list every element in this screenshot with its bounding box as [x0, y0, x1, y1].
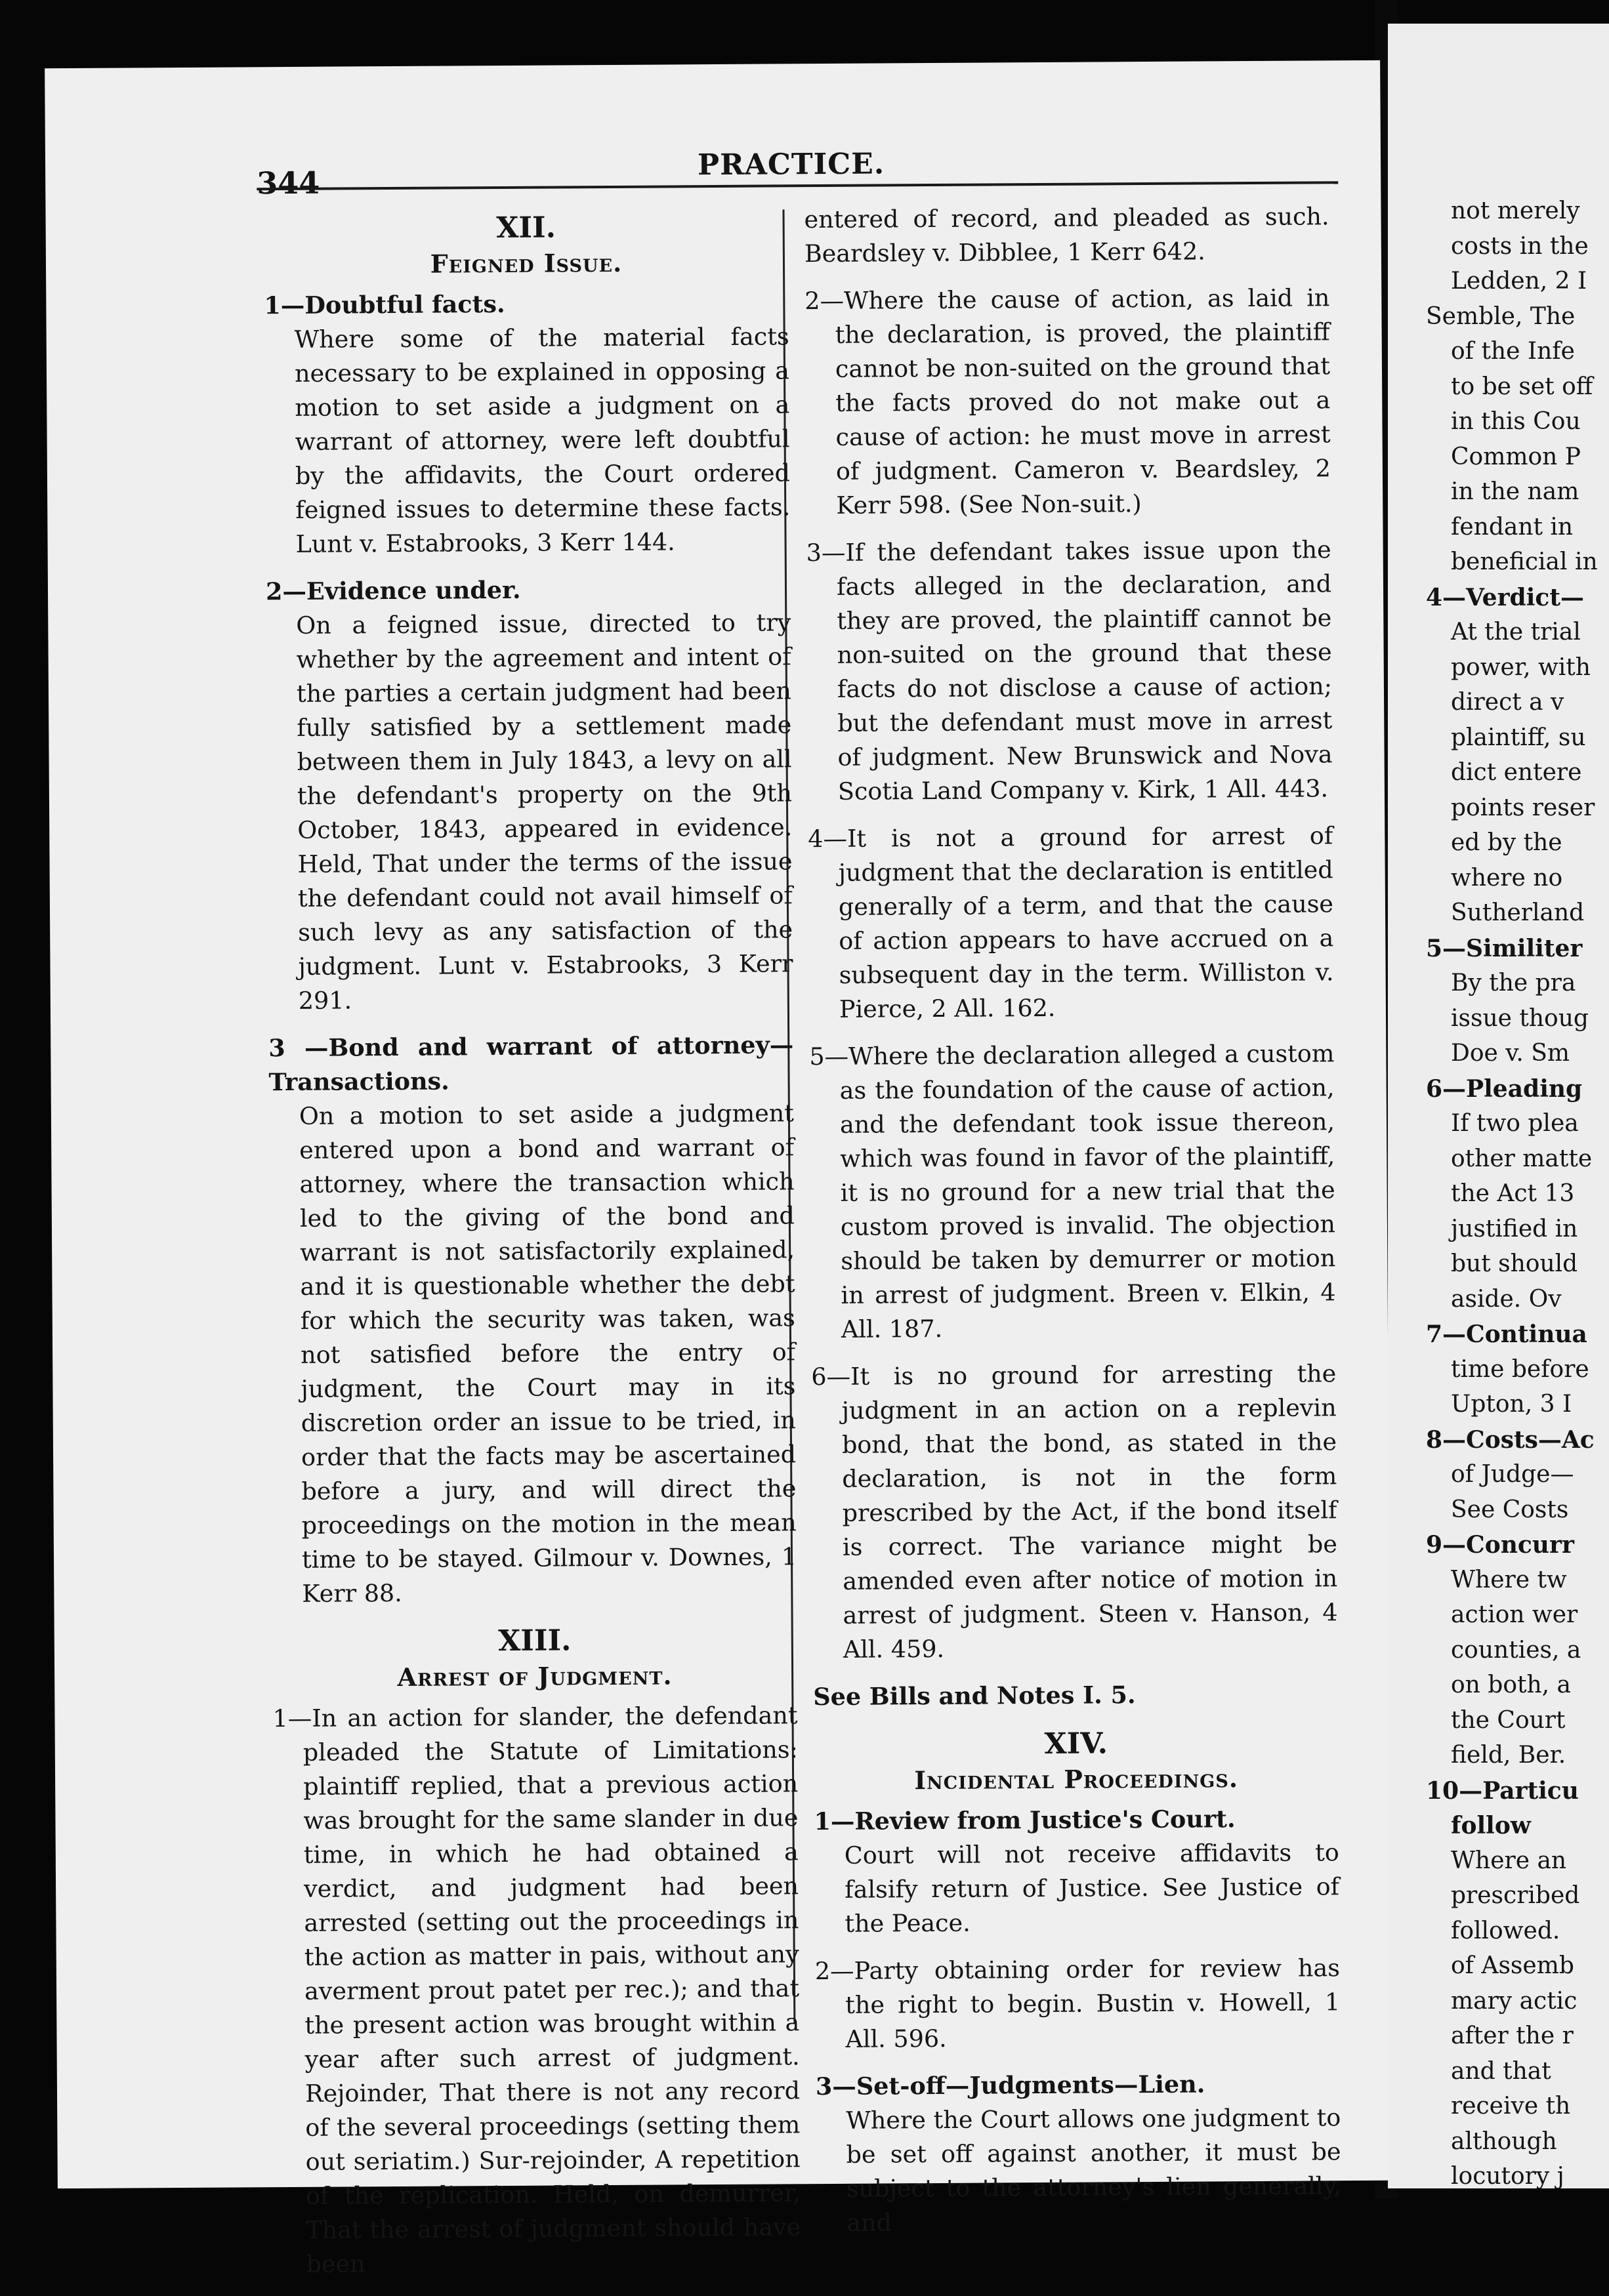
- entry-text: 1—In an action for slander, the defendant pleaded the Statute of Limitations: plaintiff replied, that a previous action was brought for the same slander in due time, in which he had obtained a verdict, and judgment had been arrested (setting out the proceedings in the action as matter in pais, without any averment prout patet per rec.); and that the present action was brought within a year after such arrest of judgment. Rejoinder, That there is not any record of the several proceedings (setting them out seriatim.) Sur-rejoinder, A repetition of the replication. Held, on demurrer, That the arrest of judgment should have been: [272, 1701, 801, 2278]
- facing-page-line: locutory j: [1451, 2163, 1564, 2188]
- facing-page-line: At the trial: [1451, 619, 1581, 646]
- facing-page-line: Upton, 3 I: [1451, 1391, 1572, 1418]
- entry-text: 2—Where the cause of action, as laid in the declaration, is proved, the plaintiff cannot be non-suited on the ground that the facts proved do not make out a cause of action: he must move in arrest of judgment. Cameron v. Beardsley, 2 Kerr 598. (See Non-suit.): [804, 283, 1331, 520]
- cross-reference: See Bills and Notes I. 5.: [813, 1681, 1136, 1712]
- facing-page-line: 4—Verdict—: [1426, 584, 1584, 611]
- facing-page-line: of Assemb: [1451, 1952, 1574, 1979]
- facing-page-line: but should: [1451, 1250, 1578, 1277]
- entry-heading: Review from Justice's Court.: [854, 1805, 1236, 1835]
- facing-page-line: of Judge—: [1451, 1461, 1574, 1488]
- facing-page-line: Ledden, 2 I: [1451, 268, 1587, 295]
- section-number: XIII.: [498, 1624, 572, 1658]
- entry-text: entered of record, and pleaded as such. Beardsley v. Dibblee, 1 Kerr 642.: [804, 202, 1329, 268]
- entry-number: 3 —: [268, 1033, 329, 1063]
- facing-page-line: action wer: [1451, 1601, 1578, 1628]
- left-column: [263, 203, 801, 2295]
- entry-text: 2—Party obtaining order for review has the right to begin. Bustin v. Howell, 1 All. 596.: [814, 1954, 1341, 2053]
- facing-page-line: time before: [1451, 1356, 1589, 1383]
- entry-text: Where the Court allows one judgment to be set off against another, it must be subject to the attorney's lien generally, and: [846, 2103, 1342, 2237]
- entry-text: Where some of the material facts necessary to be explained in opposing a motion to set aside a judgment on a warrant of attorney, were left doubtful by the affidavits, the Court ordered feigned issues to determine these facts. Lunt v. Estabrooks, 3 Kerr 144.: [294, 322, 791, 558]
- facing-page-line: fendant in: [1451, 514, 1574, 541]
- facing-page-line: after the r: [1451, 2022, 1574, 2049]
- entry-text: On a motion to set aside a judgment entered upon a bond and warrant of attorney, where the transaction which led to the giving of the bond and warrant is not satisfactorily explained, and it is questionable whether the debt for which the security was taken, was not satisfied before the entry of judgment, the Court may in its discretion order an issue to be tried, in order that the facts may be ascertained before a jury, and will direct the proceedings on the motion in the mean time to be stayed. Gilmour v. Downes, 1 Kerr 88.: [299, 1099, 797, 1608]
- facing-page-line: and that: [1451, 2058, 1551, 2085]
- facing-page-line: field, Ber.: [1451, 1742, 1566, 1769]
- facing-page-line: 6—Pleading: [1426, 1075, 1583, 1103]
- section-title: Incidental Proceedings.: [914, 1763, 1239, 1795]
- right-column: [804, 199, 1341, 2253]
- entry-text: 5—Where the declaration alleged a custom as the foundation of the cause of action, and the defendant took issue thereon, which was found in favor of the plaintiff, it is no ground for a new trial that the custom proved is invalid. The objection should be taken by demurrer or motion in arrest of judgment. Breen v. Elkin, 4 All. 187.: [809, 1039, 1336, 1343]
- facing-page-line: although: [1451, 2128, 1557, 2155]
- header-rule: [257, 181, 1338, 190]
- facing-page-line: 10—Particu: [1426, 1777, 1579, 1805]
- facing-page-line: Semble, The: [1426, 303, 1576, 330]
- entry-text: Court will not receive affidavits to falsify return of Justice. See Justice of the Peace.: [844, 1838, 1340, 1938]
- facing-page-line: points reser: [1451, 794, 1595, 821]
- section-number: XIV.: [1044, 1727, 1108, 1761]
- facing-page-line: power, with: [1451, 654, 1591, 681]
- entry-number: 3—: [815, 2072, 856, 2101]
- facing-page-line: justified in: [1451, 1216, 1578, 1242]
- facing-page-line: If two plea: [1451, 1110, 1579, 1137]
- entry-text: On a feigned issue, directed to try whether by the agreement and intent of the parties a certain judgment had been fully satisfied by a settlement made between them in July 1843, a levy on all the defendant's property on the 9th October, 1843, appeared in evidence. Held, That under the terms of the issue the defendant could not avail himself of such levy as any satisfaction of the judgment. Lunt v. Estabrooks, 3 Kerr 291.: [296, 608, 793, 1015]
- facing-page-line: the Act 13: [1451, 1180, 1575, 1207]
- entry-number: 1—: [264, 291, 305, 320]
- facing-page-line: Sutherland: [1451, 899, 1585, 926]
- facing-page-line: direct a v: [1451, 689, 1564, 716]
- facing-page-line: costs in the: [1451, 233, 1589, 260]
- section-title: Feigned Issue.: [430, 247, 623, 279]
- entry-heading: Doubtful facts.: [304, 289, 505, 319]
- facing-page-line: prescribed: [1451, 1882, 1580, 1909]
- facing-page-line: Where tw: [1451, 1567, 1567, 1593]
- facing-page-line: on both, a: [1451, 1671, 1572, 1698]
- facing-page-line: follow: [1451, 1812, 1531, 1839]
- facing-page-line: 9—Concurr: [1426, 1531, 1574, 1559]
- entry: [814, 1801, 1339, 1941]
- facing-page-line: 7—Continua: [1426, 1321, 1587, 1348]
- facing-page-line: aside. Ov: [1451, 1286, 1562, 1313]
- page-number: 344: [257, 165, 320, 201]
- facing-page-line: beneficial in: [1451, 548, 1598, 575]
- facing-page-line: receive th: [1451, 2093, 1571, 2120]
- entry-text: 6—It is no ground for arresting the judgment in an action on a replevin bond, that the bond, as stated in the declaration, is not in the form prescribed by the Act, if the bond itself is correct. The variance might be amended even after notice of motion in arrest of judgment. Steen v. Hanson, 4 All. 459.: [811, 1359, 1338, 1664]
- facing-page-line: to be set off: [1451, 373, 1593, 400]
- facing-page-line: in this Cou: [1451, 408, 1581, 435]
- entry-heading: Bond and warrant of attorney—Transactions.: [268, 1031, 794, 1097]
- facing-page-line: plaintiff, su: [1451, 724, 1586, 751]
- facing-page-line: Where an: [1451, 1847, 1567, 1874]
- running-head: PRACTICE.: [697, 147, 885, 182]
- entry-text: 3—If the defendant takes issue upon the facts alleged in the declaration, and they are proved, the plaintiff cannot be non-suited on the ground that these facts do not disclose a cause of action; but the defendant must move in arrest of judgment. New Brunswick and Nova Scotia Land Company v. Kirk, 1 All. 443.: [806, 535, 1333, 806]
- section-number: XII.: [496, 211, 556, 245]
- entry-heading: Evidence under.: [306, 575, 521, 605]
- facing-page-line: dict entere: [1451, 759, 1582, 786]
- book-page: [45, 60, 1393, 2278]
- facing-page-line: not merely: [1451, 197, 1580, 224]
- facing-page-line: Common P: [1451, 443, 1581, 470]
- facing-page-line: issue thoug: [1451, 1005, 1589, 1032]
- entry-number: 1—: [814, 1807, 855, 1836]
- facing-page-line: 8—Costs—Ac: [1426, 1426, 1595, 1454]
- facing-page-line: counties, a: [1451, 1637, 1581, 1664]
- entry: [816, 2066, 1342, 2240]
- entry: [264, 285, 791, 562]
- facing-page-line: See Costs: [1451, 1496, 1569, 1523]
- facing-page-line: mary actic: [1451, 1988, 1578, 2015]
- facing-page-line: ed by the: [1451, 829, 1562, 856]
- facing-page-line: 5—Similiter: [1426, 935, 1583, 962]
- facing-page-line: where no: [1451, 865, 1563, 892]
- facing-page-line: other matte: [1451, 1145, 1593, 1172]
- facing-page: [1388, 24, 1609, 2188]
- entry: [266, 571, 793, 1018]
- entry-number: 2—: [265, 577, 307, 606]
- entry-heading: Set-off—Judgments—Lien.: [856, 2070, 1205, 2101]
- section-title: Arrest of Judgment.: [397, 1660, 673, 1692]
- facing-page-line: the Court: [1451, 1707, 1566, 1734]
- facing-page-line: in the nam: [1451, 478, 1579, 505]
- facing-page-line: of the Infe: [1451, 338, 1575, 365]
- facing-page-line: By the pra: [1451, 970, 1576, 996]
- facing-page-line: followed.: [1451, 1917, 1560, 1944]
- entry-text: 4—It is not a ground for arrest of judgment that the declaration is entitled generally of a term, and that the cause of action appears to have accrued on a subsequent day in the term. Williston v. Pierce, 2 All. 162.: [808, 821, 1334, 1023]
- facing-page-line: Doe v. Sm: [1451, 1040, 1570, 1067]
- entry: [268, 1028, 797, 1611]
